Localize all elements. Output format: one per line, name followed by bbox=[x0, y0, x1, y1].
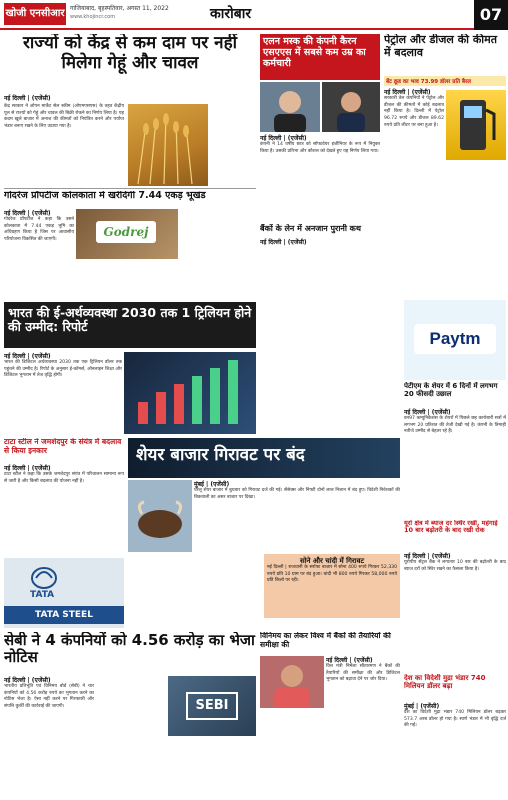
eu-byline: नई दिल्ली | (एजेंसी) bbox=[404, 553, 451, 560]
tata-headline-block bbox=[4, 438, 124, 462]
fuel-headline-block bbox=[384, 34, 506, 76]
godrej-body: गोदरेज प्रॉपर्टीज ने कहा कि उसने कोलकाता में 7.44 एकड़ भूमि का अधिग्रहण किया है जिस पर आवासीय परियोजना विकसित की जाएगी। bbox=[4, 217, 74, 242]
dateline: गाजियाबाद, बृहस्पतिवार, अगस्त 11, 2022 bbox=[70, 5, 169, 12]
paytm-logo bbox=[414, 324, 496, 354]
forex-story bbox=[404, 702, 506, 796]
sebi-story bbox=[4, 676, 94, 796]
musk-byline: नई दिल्ली | (एजेंसी) bbox=[260, 135, 307, 142]
wheat-body-col2 bbox=[212, 104, 256, 186]
fuel-strap: बेंट क्रूड का भाव 73.99 डॉलर प्रति बैरल bbox=[386, 79, 472, 85]
wheat-headline-block bbox=[4, 34, 256, 92]
musk-headline-block bbox=[260, 34, 380, 80]
minister-portrait-illustration bbox=[260, 656, 324, 708]
godrej-headline: गोदरेज प्रॉपर्टीज कोलकाता में खरीदेगी 7.44 एकड़ भूखंड bbox=[4, 191, 206, 201]
page-number: 07 bbox=[474, 0, 508, 30]
gold-box bbox=[264, 554, 400, 618]
musk-body: कंपनी ने 14 वर्षीय छात्र को सॉफ्टवेयर इंजीनियर के रूप में नियुक्त किया है। उसकी प्रतिभा और कौशल को देखते हुए यह निर्णय लिया गया। bbox=[260, 142, 380, 154]
wheat-headline: राज्यों को केंद्र से कम दाम पर नहीं मिलेगा गेहूं और चावल bbox=[22, 34, 238, 73]
fuel-headline: पेट्रोल और डीजल की कीमत में बदलाव bbox=[384, 34, 497, 59]
godrej-photo bbox=[76, 209, 178, 259]
finance-story bbox=[326, 656, 400, 796]
fuel-pump-photo bbox=[446, 90, 506, 160]
paytm-body: वन97 कम्युनिकेशंस के शेयरों में पिछले छह कारोबारी सत्रों में लगभग 20 प्रतिशत की तेजी देखी गई है। कंपनी के तिमाही नतीजे उम्मीद से बेहतर रहे हैं। bbox=[404, 416, 506, 435]
musk-headline: एलन मस्क की कंपनी कैरन एसएएस में सबसे कम उम्र का कर्मचारी bbox=[263, 36, 366, 69]
fuel-byline: नई दिल्ली | (एजेंसी) bbox=[384, 89, 431, 96]
finance-headline-block bbox=[260, 632, 400, 654]
tata-photo bbox=[4, 558, 124, 628]
musk-story bbox=[260, 134, 380, 222]
paytm-headline-block bbox=[404, 382, 506, 406]
eu-headline-block bbox=[404, 520, 506, 550]
paytm-logo-text: Paytm bbox=[429, 329, 481, 348]
portrait-illustration bbox=[260, 82, 320, 132]
market-headline: शेयर बाजार गिरावट पर बंद bbox=[136, 445, 305, 465]
tata-story bbox=[4, 464, 124, 556]
godrej-story-col3 bbox=[180, 209, 256, 299]
banks-headline: बैंकों के लेन में अनजान पुरानी कथ bbox=[260, 224, 361, 233]
wheat-grain-illustration bbox=[128, 104, 208, 186]
ecommerce-photo bbox=[124, 352, 256, 434]
ecommerce-byline: नई दिल्ली | (एजेंसी) bbox=[4, 353, 51, 360]
forex-byline: मुंबई | (एजेंसी) bbox=[404, 703, 440, 710]
banks-story bbox=[260, 238, 400, 298]
gold-headline: सोने और चांदी में गिरावट bbox=[299, 557, 365, 565]
finance-photo bbox=[260, 656, 324, 708]
godrej-story bbox=[4, 209, 74, 299]
sebi-body: भारतीय प्रतिभूति एवं विनिमय बोर्ड (सेबी) ने चार कंपनियों को 4.56 करोड़ रुपये का भुगतान करने का नोटिस भेजा है। ऐसा नहीं करने पर गिरफ्तारी और संपत्ति कुर्की की कार्रवाई की जाएगी। bbox=[4, 684, 94, 709]
paytm-byline: नई दिल्ली | (एजेंसी) bbox=[404, 409, 451, 416]
sebi-byline: नई दिल्ली | (एजेंसी) bbox=[4, 677, 51, 684]
sebi-headline: सेबी ने 4 कंपनियों को 4.56 करोड़ का भेजा नोटिस bbox=[4, 632, 255, 667]
tata-headline: टाटा स्टील ने जमशेदपुर के संयंत्र में बदलाव से किया इनकार bbox=[4, 438, 122, 455]
sebi-photo bbox=[168, 676, 256, 736]
employee-photo bbox=[322, 82, 380, 132]
page-header bbox=[0, 0, 508, 30]
wheat-byline: नई दिल्ली | (एजेंसी) bbox=[4, 95, 51, 102]
section-title: कारोबार bbox=[210, 6, 252, 22]
market-banner bbox=[128, 438, 400, 478]
market-byline: मुंबई | (एजेंसी) bbox=[194, 481, 230, 488]
forex-body: देश का विदेशी मुद्रा भंडार 740 मिलियन डॉलर बढ़कर 573.7 अरब डॉलर हो गया है। स्वर्ण भंडार में भी वृद्धि दर्ज की गई। bbox=[404, 710, 506, 729]
forex-headline: देश का विदेशी मुद्रा भंडार 740 मिलियन डॉलर बढ़ा bbox=[404, 674, 486, 691]
ecommerce-headline-block bbox=[4, 302, 256, 348]
sebi-story-col2 bbox=[96, 676, 164, 796]
wheat-photo bbox=[128, 104, 208, 186]
fuel-pump-illustration bbox=[446, 90, 506, 160]
market-body: घरेलू शेयर बाजार में बुधवार को गिरावट दर्ज की गई। सेंसेक्स और निफ्टी दोनों लाल निशान में बंद हुए। विदेशी निवेशकों की बिकवाली का असर बाजार पर दिखा। bbox=[194, 488, 400, 500]
sebi-logo: SEBI bbox=[186, 692, 238, 720]
eu-story bbox=[404, 552, 506, 672]
eu-headline: यूरो क्षेत्र में ब्याज दर स्थिर रखीं, महंगाई 10 बार बढ़ोतरी के बाद रखी रोक bbox=[404, 520, 498, 535]
divider bbox=[4, 188, 256, 189]
fuel-body: सरकारी तेल कंपनियों ने पेट्रोल और डीजल की कीमतों में कोई बदलाव नहीं किया है। दिल्ली में पेट्रोल 96.72 रुपये और डीजल 89.62 रुपये प्रति लीटर पर बना हुआ है। bbox=[384, 96, 444, 128]
paytm-photo bbox=[404, 300, 506, 380]
tata-signboard: TATA STEEL bbox=[4, 606, 124, 624]
finance-body: वित्त मंत्री निर्मला सीतारमण ने बैंकों की तैयारियों की समीक्षा की और डिजिटल भुगतान को बढ़ावा देने पर जोर दिया। bbox=[326, 664, 400, 683]
tata-body: टाटा स्टील ने कहा कि उसके जमशेदपुर संयंत्र में परिचालन सामान्य रूप से जारी है और किसी बदलाव की योजना नहीं है। bbox=[4, 472, 124, 484]
paytm-story bbox=[404, 408, 506, 518]
market-photo bbox=[128, 480, 192, 552]
ecommerce-body: भारत की डिजिटल अर्थव्यवस्था 2030 तक एक ट्रिलियन डॉलर तक पहुंचने की उम्मीद है। रिपोर्ट के अनुसार ई-कॉमर्स, ऑनलाइन शिक्षा और डिजिटल भुगतान में तेज वृद्धि होगी। bbox=[4, 360, 122, 379]
growth-chart-illustration bbox=[124, 352, 256, 434]
finance-headline: विनिमय का लेकर विश्व में बैंकों की तैयारियों की समीक्षा की bbox=[260, 632, 391, 649]
portrait-illustration-2 bbox=[322, 82, 380, 132]
finance-byline: नई दिल्ली | (एजेंसी) bbox=[326, 657, 373, 664]
masthead-brand: खोजी एनसीआर bbox=[4, 3, 66, 25]
sebi-headline-block bbox=[4, 632, 256, 672]
gold-body: नई दिल्ली | राजधानी के सर्राफा बाजार में सोना 400 रुपये गिरकर 52,330 रुपये प्रति 10 ग्राम पर बंद हुआ। चांदी भी 800 रुपये गिरकर 58,000 रुपये प्रति किलो पर रही। bbox=[267, 565, 397, 584]
tata-logo-text: TATA bbox=[30, 590, 55, 600]
banks-byline: नई दिल्ली | (एजेंसी) bbox=[260, 239, 307, 246]
ecommerce-headline: भारत की ई-अर्थव्यवस्था 2030 तक 1 ट्रिलियन होने की उम्मीद: रिपोर्ट bbox=[8, 305, 252, 335]
ecommerce-story bbox=[4, 352, 122, 434]
market-story bbox=[194, 480, 400, 552]
forex-headline-block bbox=[404, 674, 506, 700]
paytm-headline: पेटीएम के शेयर में 6 दिनों में लगभग 20 फीसदी उछाल bbox=[404, 382, 498, 399]
wheat-body: केंद्र सरकार ने ओपन मार्केट सेल स्कीम (ओएमएसएस) के तहत केंद्रीय पूल से राज्यों को गेहूं और चावल की बिक्री रोकने का निर्णय लिया है। यह कदम खुले बाजार में अनाज की कीमतों को नियंत्रित करने और पर्याप्त भंडार बनाए रखने के लिए उठाया गया है। bbox=[4, 104, 124, 129]
website: www.khojincr.com bbox=[70, 14, 116, 20]
musk-photo bbox=[260, 82, 320, 132]
godrej-headline-block bbox=[4, 191, 256, 207]
godrej-logo: Godrej bbox=[96, 221, 156, 243]
tata-byline: नई दिल्ली | (एजेंसी) bbox=[4, 465, 51, 472]
eu-body: यूरोपीय सेंट्रल बैंक ने लगातार 10 बार की बढ़ोतरी के बाद ब्याज दरों को स्थिर रखने का फैसला किया है। bbox=[404, 560, 506, 572]
wheat-story bbox=[4, 94, 256, 186]
fuel-story bbox=[384, 88, 444, 198]
banks-headline-block bbox=[260, 224, 506, 236]
godrej-byline: नई दिल्ली | (एजेंसी) bbox=[4, 210, 51, 217]
fuel-strap-block bbox=[384, 76, 506, 86]
bull-illustration bbox=[128, 480, 192, 552]
